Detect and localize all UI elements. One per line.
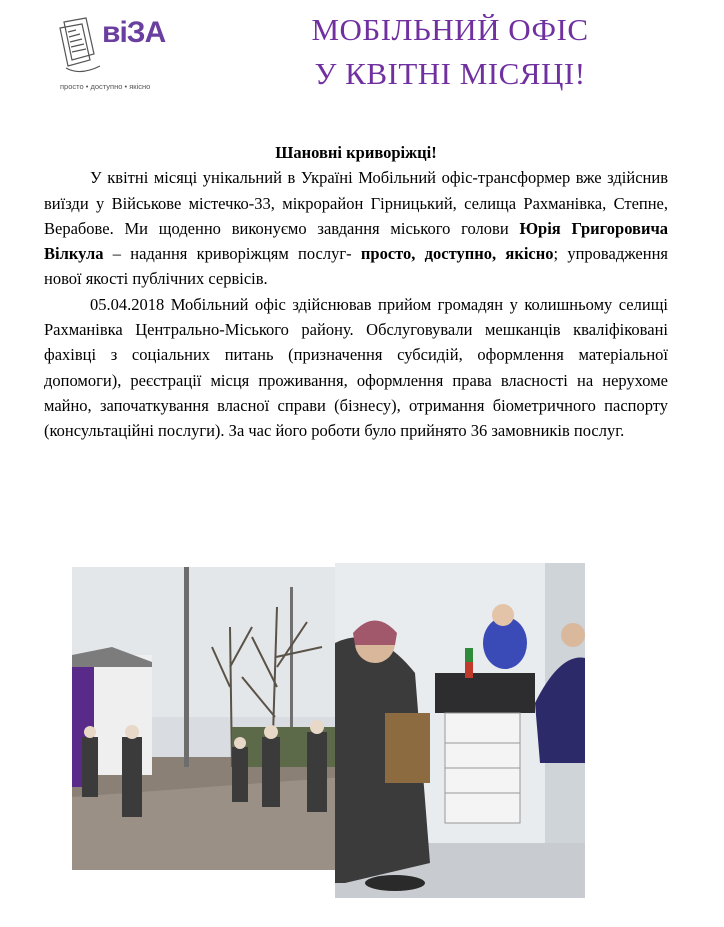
motto: просто, доступно, якісно <box>360 244 554 264</box>
logo-tagline: просто • доступно • якісно <box>60 82 151 91</box>
paragraph-1-text-c: ; упровадження нової якості публічних сервісів. <box>44 244 668 289</box>
photo-outdoor-queue <box>72 567 343 870</box>
page-title <box>250 8 650 96</box>
greeting: Шановні криворіжці! <box>275 143 437 162</box>
paragraph-2: 05.04.2018 Мобільний офіс здійснював прийом громадян у колишньому селищі Рахманівка Центрально-Міського району. Обслуговували мешканців кваліфіковані фахівці з соціальних питань (призначення субсидій, оформлення матеріальної допомоги), реєстрації місця проживання, оформлення права власності на нерухоме майно, започаткування власної справи (бізнесу), отримання біометричного паспорту (консультаційні послуги). За час його роботи було прийнято 36 замовників послуг. <box>44 294 668 441</box>
photo-office-interior <box>335 563 585 898</box>
title-line-2: У КВІТНІ МІСЯЦІ! <box>314 56 586 91</box>
paragraph-1 <box>44 165 668 291</box>
logo-brand-text: віЗА <box>102 16 166 49</box>
title-line-1: МОБІЛЬНИЙ ОФІС <box>311 12 589 47</box>
paragraph-1-text-a: У квітні місяці унікальний в Україні Мобільний офіс-трансформер вже здійснив виїзди у Військове містечко-33, мікрорайон Гірницький, селища Рахманівка, Степне, Верабове. Ми щоденно виконуємо завдання міського голови <box>44 168 668 238</box>
document-stack-icon <box>56 14 106 78</box>
paragraph-1-text-b: – надання криворіжцям послуг- <box>103 244 361 264</box>
article-body <box>44 140 668 444</box>
viza-logo <box>56 14 186 94</box>
mayor-name: Юрія Григоровича Вілкула <box>44 218 669 264</box>
